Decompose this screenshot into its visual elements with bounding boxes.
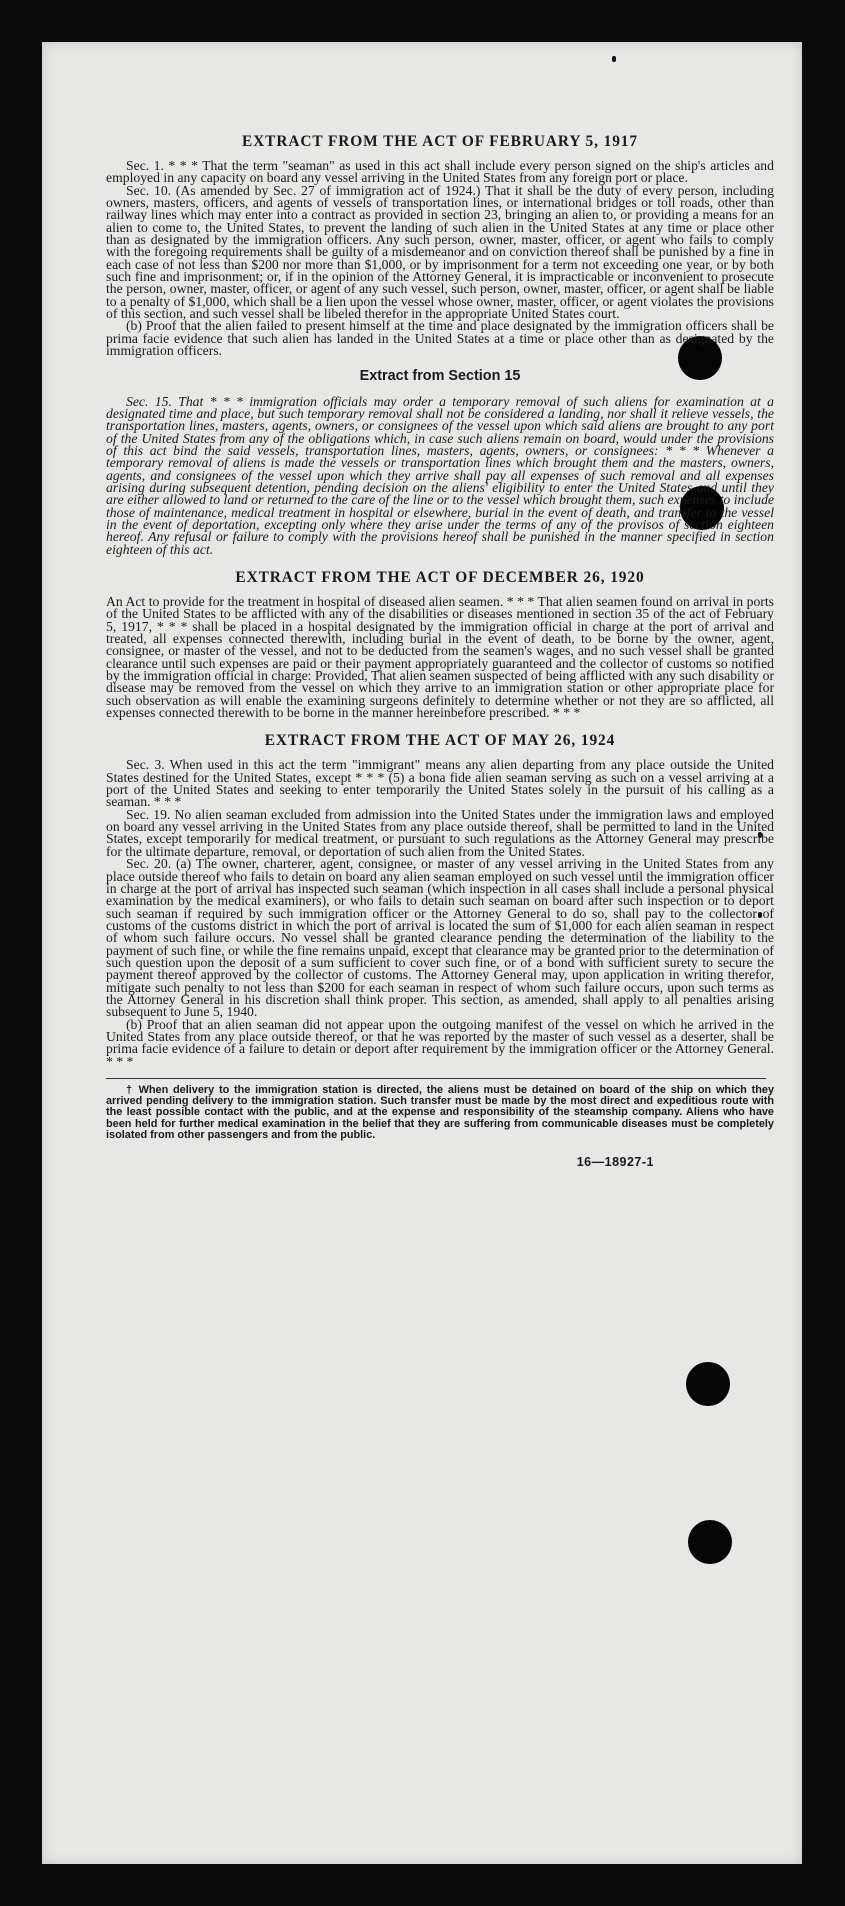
section-10b-text: (b) Proof that the alien failed to present himself at the time and place designated by the immigration officers shall be prima facie evidence that such alien has landed in the United States at a time or place other than as designated by the immigration officers. bbox=[106, 318, 774, 359]
paper-speck bbox=[612, 56, 616, 62]
act-1920-text: An Act to provide for the treatment in hospital of diseased alien seamen. * * * That alien seamen found on arrival in ports of the United States to be afflicted with any of the disabilities or diseases mentioned in section 35 of the act of February 5, 1917, * * * shall be placed in a hospital designated by the immigration official in charge at the port of arrival and treated, all expenses connected therewith, including burial in the event of death, to be borne by the owner, agent, consignee, or master of the vessel, and not to be deducted from the seamen's wages, and no such vessel shall be granted clearance until such expenses are paid or their payment appropriately guaranteed and the collector of customs so notified by the immigration official in charge: Provided, That alien seamen suspected of being afflicted with any such disability or disease may be removed from the vessel on which they arrive to an immigration station or other appropriate place for such observation as will enable the examining surgeons definitely to determine whether or not they are so afflicted, all expenses connected therewith to be borne in the manner hereinbefore prescribed. * * * bbox=[106, 593, 774, 721]
section-20b-text: (b) Proof that an alien seaman did not appear upon the outgoing manifest of the vessel on which he arrived in the United States from any place outside thereof, or that he was reported by the master of such vessel as a deserter, shall be prima facie evidence of a failure to detain or deport after requirement by the immigration officer or the Attorney General. * * * bbox=[106, 1016, 774, 1069]
section-20a-text: Sec. 20. (a) The owner, charterer, agent, consignee, or master of any vessel arriving in the United States from any place outside thereof who fails to detain on board any alien seaman employed on such vessel until the immigration officer in charge at the port of arrival has inspected such seaman (which inspection in all cases shall include a personal physical examination by the medical examiners), or who fails to detain such seaman on board after such inspection or to deport such seaman if required by such immigration officer or the Attorney General to do so, shall pay to the collector of customs of the customs district in which the port of arrival is located the sum of $1,000 for each alien seaman in respect of whom such failure occurs. No vessel shall be granted clearance pending the determination of the liability to the payment of such fine, or while the fine remains unpaid, except that clearance may be granted prior to the determination of such question upon the deposit of a sum sufficient to cover such fine, or of a bond with sufficient surety to secure the payment thereof approved by the collector of customs. The Attorney General may, upon application in writing therefor, mitigate such penalty to not less than $200 for each seaman in respect of whom such failure occurs, upon such terms as the Attorney General in his discretion shall think proper. This section, as amended, shall apply to all penalties arising subsequent to June 5, 1940. bbox=[106, 856, 774, 1020]
section-15-text: Sec. 15. That * * * immigration officials may order a temporary removal of such aliens for examination at a designated time and place, but such temporary removal shall not be considered a landing, nor shall it relieve vessels, the transportation lines, masters, agents, owners, or consignees of the vessel upon which said aliens are brought to any port of the United States from any of the obligations which, in case such aliens remain on board, would under the provisions of this act bind the said vessels, transportation lines, masters, agents, owners, or consignees: * * * Whenever a temporary removal of aliens is made the vessels or transportation lines which brought them and the masters, owners, agents, and consignees of the vessel upon which they arrive shall pay all expenses of such removal and all expenses arising during subsequent detention, pending decision on the aliens' eligibility to enter the United States and until they are either allowed to land or returned to the care of the line or to the vessel which brought them, such expenses to include those of maintenance, medical treatment in hospital or elsewhere, burial in the event of death, and transfer to the vessel in the event of deportation, excepting only where they arise under the terms of any of the provisos of section eighteen hereof. Any refusal or failure to comply with the provisions hereof shall be punished in the manner specified in section eighteen of this act. bbox=[106, 393, 774, 557]
section-1-text: Sec. 1. * * * That the term "seaman" as used in this act shall include every person signed on the ship's articles and employed in any capacity on board any vessel arriving in the United States from any foreign port or place. bbox=[106, 158, 774, 186]
footnote-divider bbox=[106, 1078, 766, 1079]
heading-act-1924: EXTRACT FROM THE ACT OF MAY 26, 1924 bbox=[264, 732, 616, 750]
form-number: 16—18927-1 bbox=[576, 1155, 654, 1170]
heading-section-15: Extract from Section 15 bbox=[359, 367, 521, 384]
heading-act-1917: EXTRACT FROM THE ACT OF FEBRUARY 5, 1917 bbox=[241, 133, 639, 150]
section-10-text: Sec. 10. (As amended by Sec. 27 of immigration act of 1924.) That it shall be the duty of every person, including owners, masters, officers, and agents of vessels of transportation lines, or international bridges or toll roads, other than railway lines which may enter into a contract as provided in section 23, bringing an alien to, or providing a means for an alien to come to, the United States, to prevent the landing of such alien in the United States at any time or place other than as designated by the immigration officers. Any such person, owner, master, officer, or agent who fails to comply with the foregoing requirements shall be guilty of a misdemeanor and on conviction thereof shall be punished by a fine in each case of not less than $200 nor more than $1,000, or by imprisonment for a term not exceeding one year, or by both such fine and imprisonment; or, if in the opinion of the Attorney General, it is impracticable or inconvenient to prosecute the person, owner, master, officer, or agent of any such vessel, such person, owner, master, officer, or agent shall be liable to a penalty of $1,000, which shall be a lien upon the vessel whose owner, master, officer, or agent violates the provisions of this section, and such vessel shall be libeled therefor in the appropriate United States court. bbox=[106, 182, 774, 322]
heading-act-1920: EXTRACT FROM THE ACT OF DECEMBER 26, 1920 bbox=[235, 568, 645, 586]
document-body bbox=[106, 132, 774, 1169]
footnote-text: † When delivery to the immigration station is directed, the aliens must be detained on board of the ship on which they arrived pending delivery to the immigration station. Such transfer must be made by the most direct and expeditious route with the least possible contact with the public, and at the expense and responsibility of the steamship company. Aliens who have been held for further medical examination in the belief that they are suffering from communicable diseases must be completely isolated from other passengers and from the public. bbox=[106, 1084, 774, 1141]
section-19-text: Sec. 19. No alien seaman excluded from admission into the United States under the immigration laws and employed on board any vessel arriving in the United States from any place outside thereof, shall be permitted to land in the United States, except temporarily for medical treatment, or pursuant to such regulations as the Attorney General may prescribe for the ultimate departure, removal, or deportation of such alien from the United States. bbox=[106, 806, 774, 859]
section-3-text: Sec. 3. When used in this act the term "immigrant" means any alien departing from any place outside the United States destined for the United States, except * * * (5) a bona fide alien seaman serving as such on a vessel arriving at a port of the United States and seeking to enter temporarily the United States solely in the pursuit of his calling as a seaman. * * * bbox=[106, 757, 774, 810]
punch-hole bbox=[686, 1362, 730, 1406]
punch-hole bbox=[688, 1520, 732, 1564]
